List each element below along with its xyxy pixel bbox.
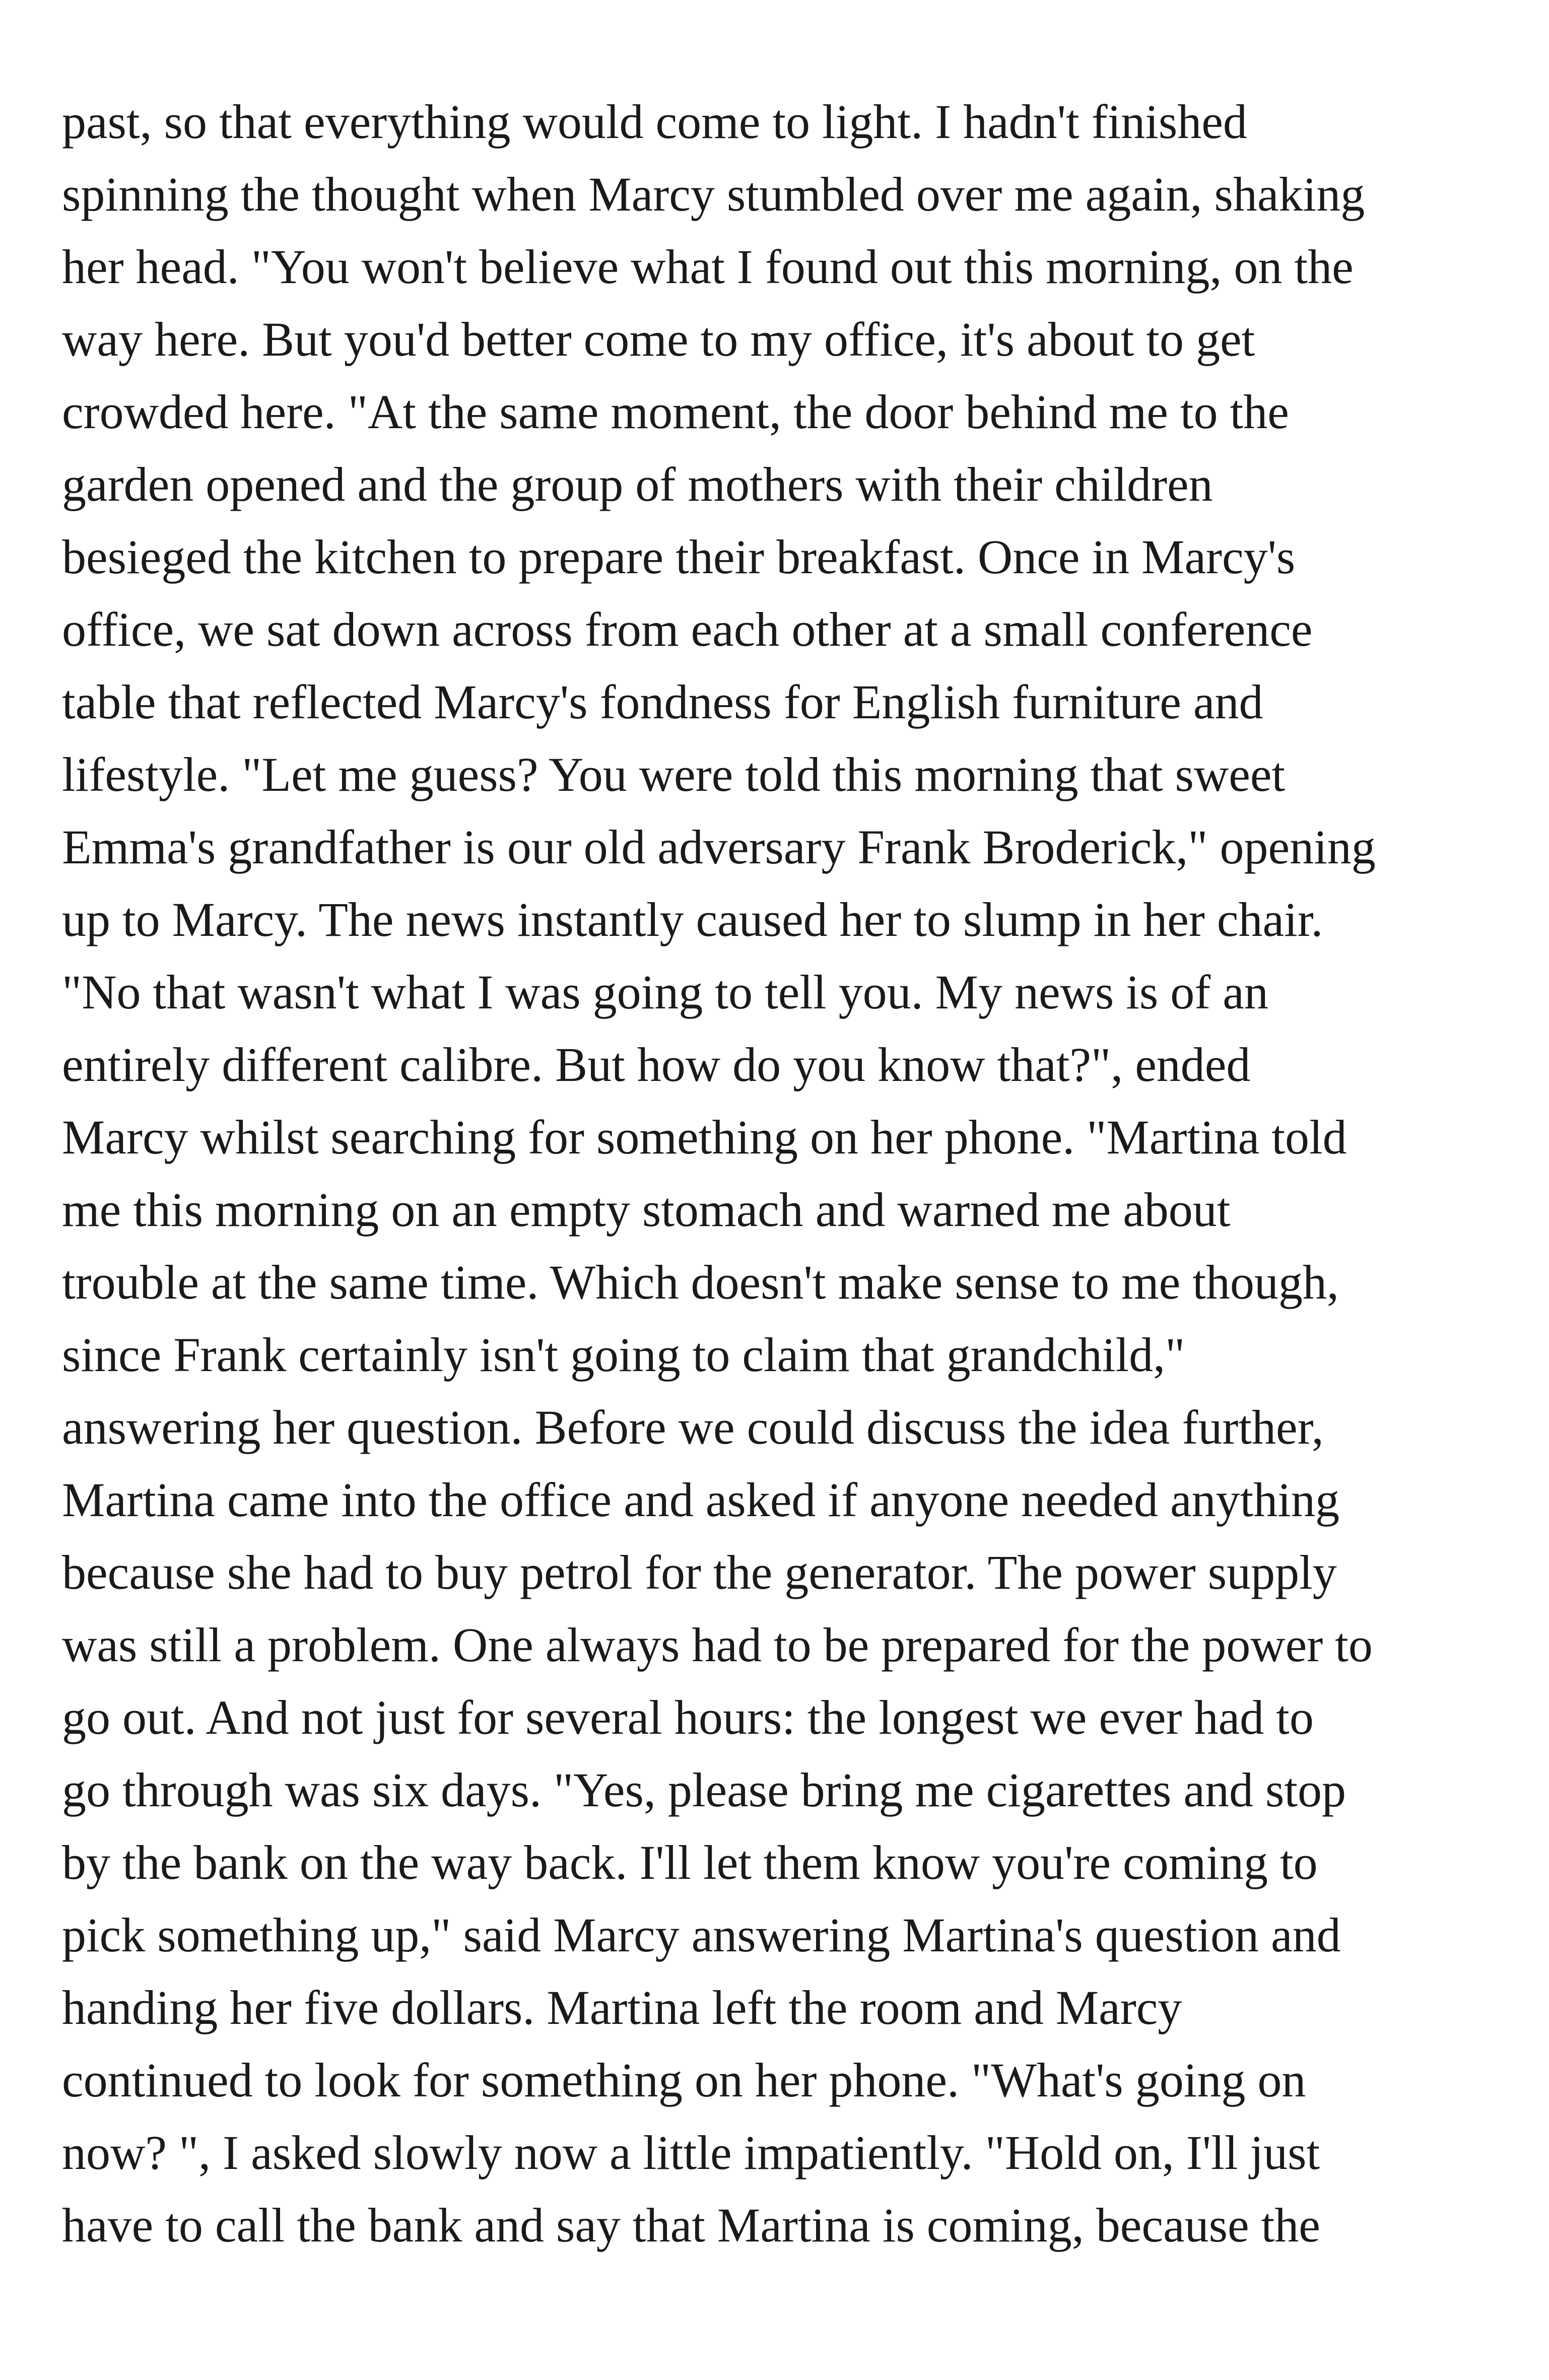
text-line-17: trouble at the same time. Which doesn't make sense to me though, xyxy=(62,1255,1339,1309)
text-line-10: lifestyle. "Let me guess? You were told this morning that sweet xyxy=(62,747,1286,801)
text-line-7: besieged the kitchen to prepare their breakfast. Once in Marcy's xyxy=(62,530,1296,584)
text-line-21: because she had to buy petrol for the generator. The power supply xyxy=(62,1545,1337,1599)
text-line-16: me this morning on an empty stomach and warned me about xyxy=(62,1183,1231,1237)
text-line-4: way here. But you'd better come to my office, it's about to get xyxy=(62,312,1255,366)
body-text xyxy=(62,86,1523,2262)
text-line-6: garden opened and the group of mothers with their children xyxy=(62,457,1213,511)
text-line-14: entirely different calibre. But how do you know that?", ended xyxy=(62,1038,1251,1092)
text-line-25: by the bank on the way back. I'll let them know you're coming to xyxy=(62,1835,1318,1889)
text-line-11: Emma's grandfather is our old adversary Frank Broderick," opening xyxy=(62,820,1376,874)
text-line-15: Marcy whilst searching for something on her phone. "Martina told xyxy=(62,1110,1347,1164)
text-line-23: go out. And not just for several hours: the longest we ever had to xyxy=(62,1690,1314,1744)
text-line-26: pick something up," said Marcy answering Martina's question and xyxy=(62,1908,1341,1962)
text-line-29: now? ", I asked slowly now a little impatiently. "Hold on, I'll just xyxy=(62,2126,1320,2180)
text-line-2: spinning the thought when Marcy stumbled over me again, shaking xyxy=(62,167,1365,221)
text-line-13: "No that wasn't what I was going to tell you. My news is of an xyxy=(62,965,1268,1019)
text-line-8: office, we sat down across from each other at a small conference xyxy=(62,602,1313,656)
text-line-5: crowded here. "At the same moment, the door behind me to the xyxy=(62,385,1289,439)
text-line-27: handing her five dollars. Martina left the room and Marcy xyxy=(62,1981,1182,2034)
text-line-3: her head. "You won't believe what I found out this morning, on the xyxy=(62,240,1354,294)
text-line-19: answering her question. Before we could discuss the idea further, xyxy=(62,1400,1324,1454)
text-line-30: have to call the bank and say that Martina is coming, because the xyxy=(62,2198,1320,2252)
text-line-20: Martina came into the office and asked if anyone needed anything xyxy=(62,1473,1339,1527)
text-line-28: continued to look for something on her phone. "What's going on xyxy=(62,2053,1306,2107)
text-line-9: table that reflected Marcy's fondness for English furniture and xyxy=(62,675,1263,729)
text-line-12: up to Marcy. The news instantly caused her to slump in her chair. xyxy=(62,893,1323,946)
text-line-18: since Frank certainly isn't going to claim that grandchild," xyxy=(62,1328,1185,1382)
text-line-22: was still a problem. One always had to be prepared for the power to xyxy=(62,1618,1373,1672)
text-line-24: go through was six days. "Yes, please bring me cigarettes and stop xyxy=(62,1763,1346,1817)
text-line-1: past, so that everything would come to light. I hadn't finished xyxy=(62,95,1247,149)
